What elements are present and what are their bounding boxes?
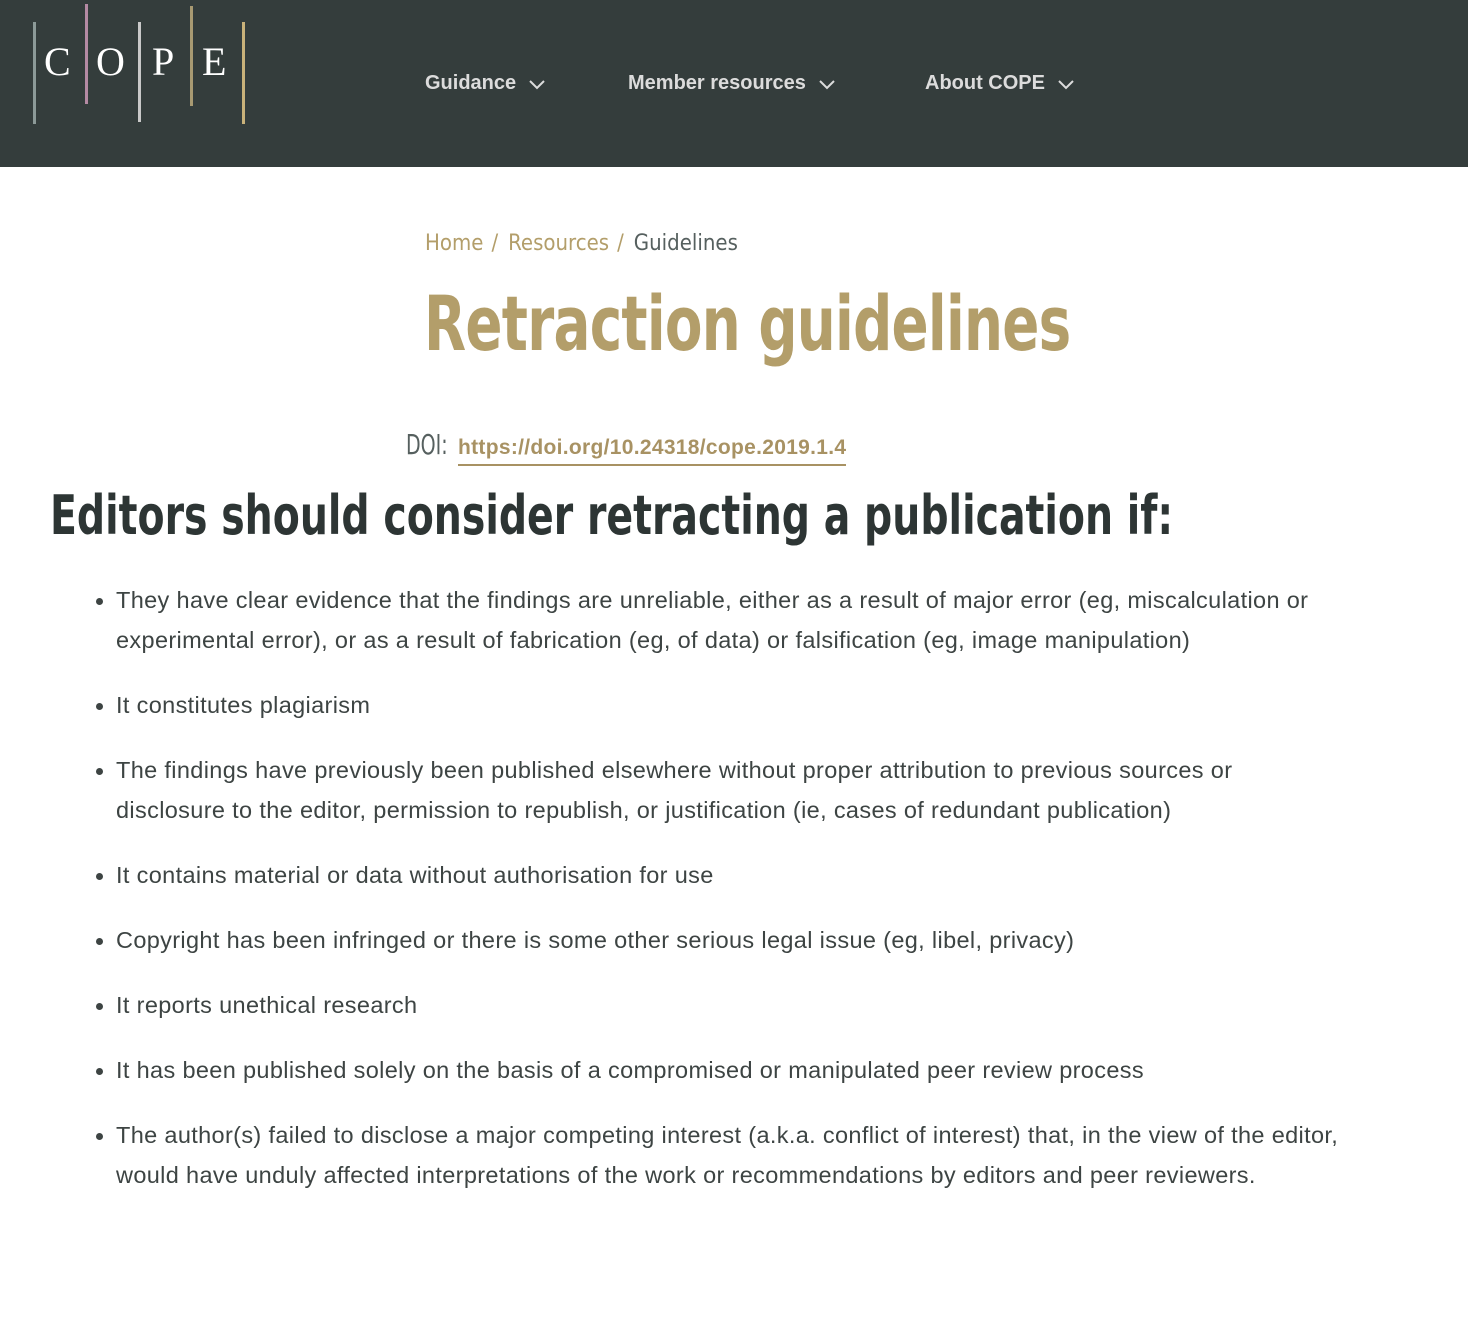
doi-row xyxy=(406,428,846,466)
doi-link[interactable]: https://doi.org/10.24318/cope.2019.1.4 xyxy=(458,436,846,466)
chevron-down-icon xyxy=(1057,75,1075,93)
list-item: It has been published solely on the basis of a compromised or manipulated peer review process xyxy=(116,1050,1346,1090)
logo-bar-3 xyxy=(138,22,141,122)
logo-bar-5 xyxy=(242,22,245,124)
breadcrumb-home[interactable]: Home xyxy=(425,230,484,256)
list-item: They have clear evidence that the findings are unreliable, either as a result of major error (eg, miscalculation or experimental error), or as a result of fabrication (eg, of data) or falsification (eg, image manipulation) xyxy=(116,580,1346,660)
list-item: It reports unethical research xyxy=(116,985,1346,1025)
nav-member-resources-label: Member resources xyxy=(628,72,806,94)
nav-guidance-label: Guidance xyxy=(425,72,517,94)
breadcrumb xyxy=(425,226,738,260)
list-item: The findings have previously been published elsewhere without proper attribution to previous sources or disclosure to the editor, permission to republish, or justification (ie, cases of redundant publication) xyxy=(116,750,1346,830)
breadcrumb-separator: / xyxy=(491,230,499,256)
nav-about-cope-label: About COPE xyxy=(925,72,1045,94)
logo-letter-e: E xyxy=(202,39,227,84)
logo-bar-2 xyxy=(85,4,88,104)
logo-letter-c: C xyxy=(44,39,71,84)
section-heading: Editors should consider retracting a publication if: xyxy=(50,484,1174,547)
list-item: The author(s) failed to disclose a major competing interest (a.k.a. conflict of interest) that, in the view of the editor, would have unduly affected interpretations of the work or recommendations by editors and peer reviewers. xyxy=(116,1115,1346,1195)
chevron-down-icon xyxy=(528,75,546,93)
nav-guidance[interactable] xyxy=(425,72,546,95)
page-title: Retraction guidelines xyxy=(424,279,1071,368)
list-item: It contains material or data without authorisation for use xyxy=(116,855,1346,895)
logo-letter-o: O xyxy=(96,39,125,84)
logo-letter-p: P xyxy=(152,39,175,84)
nav-member-resources[interactable] xyxy=(628,72,836,95)
list-item: Copyright has been infringed or there is some other serious legal issue (eg, libel, privacy) xyxy=(116,920,1346,960)
site-header xyxy=(0,0,1468,167)
logo-bar-4 xyxy=(190,6,193,106)
chevron-down-icon xyxy=(818,75,836,93)
cope-logo[interactable] xyxy=(28,0,258,130)
list-item: It constitutes plagiarism xyxy=(116,685,1346,725)
logo-bar-1 xyxy=(33,22,36,124)
breadcrumb-current: Guidelines xyxy=(633,230,738,256)
retraction-criteria-list xyxy=(116,580,1346,1220)
doi-label: DOI: xyxy=(406,428,448,461)
breadcrumb-resources[interactable]: Resources xyxy=(508,230,610,256)
breadcrumb-separator: / xyxy=(617,230,624,256)
nav-about-cope[interactable] xyxy=(925,72,1075,95)
